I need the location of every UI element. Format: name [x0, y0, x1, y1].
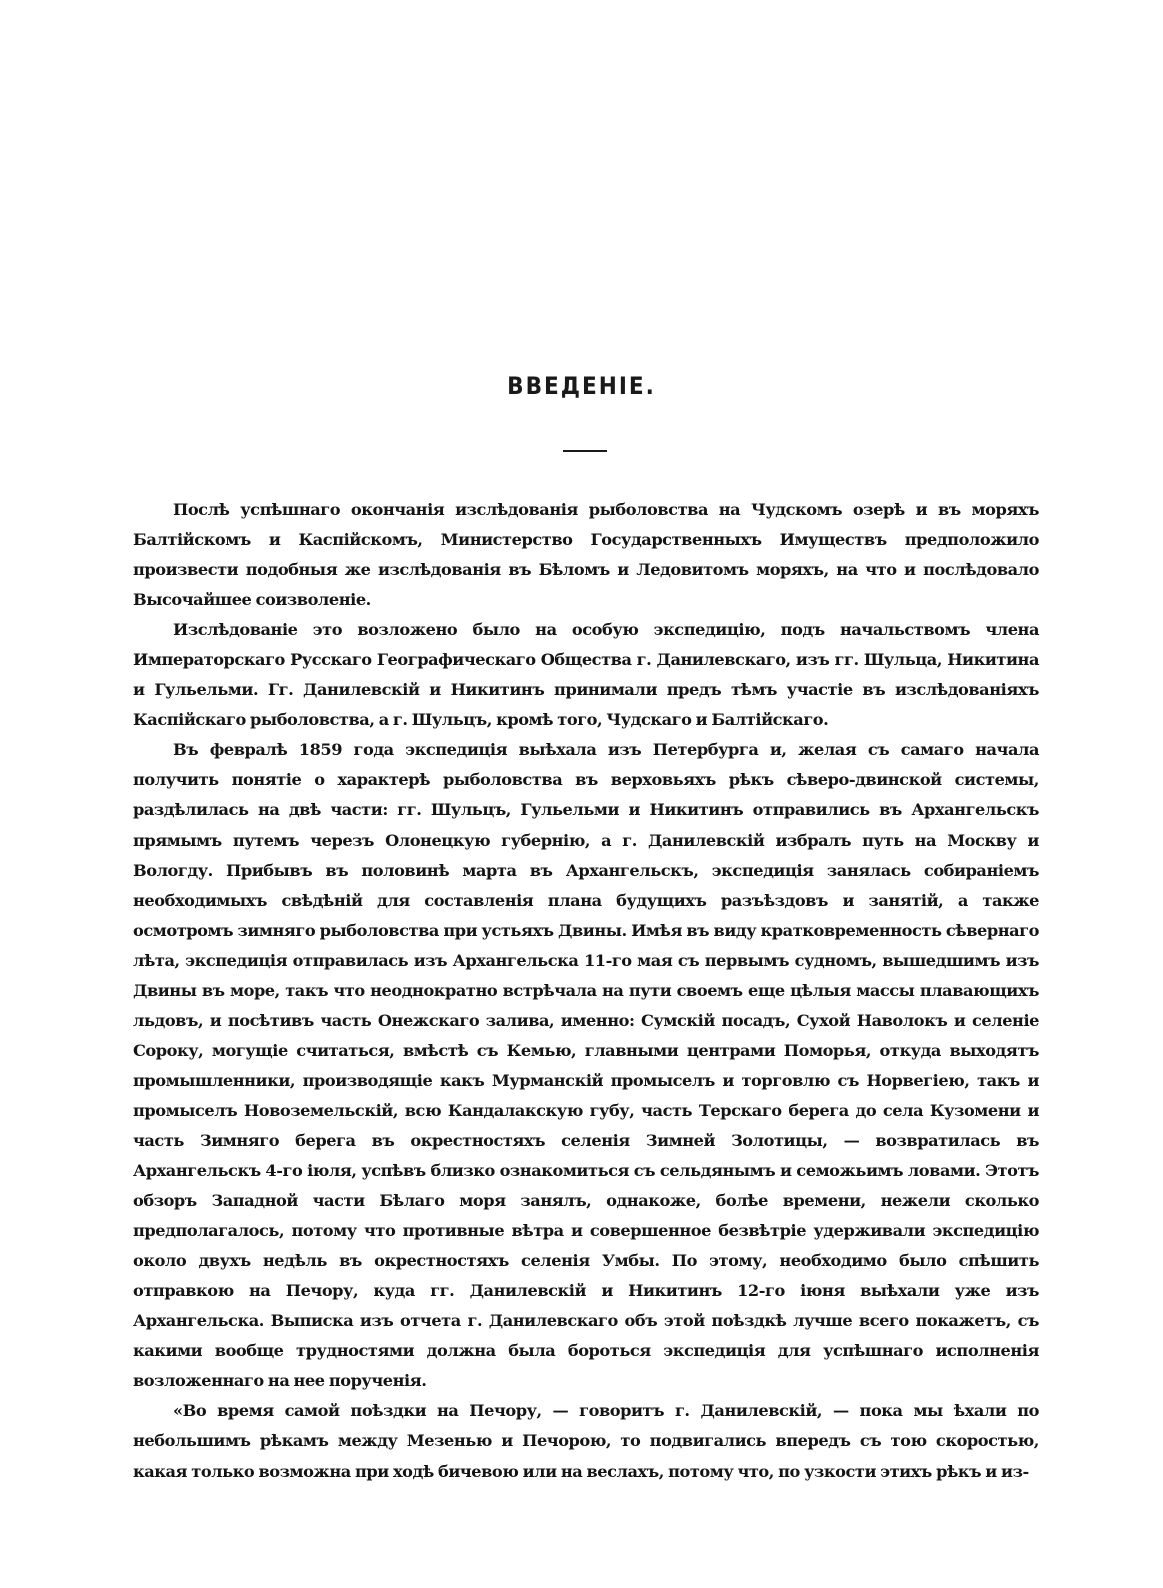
chapter-title: ВВЕДЕНІЕ. — [507, 372, 656, 400]
title-divider — [563, 450, 607, 452]
body-text — [133, 495, 1039, 1487]
paragraph: Въ февралѣ 1859 года экспедиція выѣхала изъ Петербурга и, желая съ самаго начала получить понятіе о характерѣ рыболовства въ верховьяхъ рѣкъ сѣверо-двинской системы, раздѣлилась на двѣ части: гг. Шульцъ, Гульельми и Никитинъ отправились въ Архангельскъ прямымъ путемъ черезъ Олонецкую губернію, а г. Данилевскій избралъ путь на Москву и Вологду. Прибывъ въ половинѣ марта въ Архангельскъ, экспедиція занялась собираніемъ необходимыхъ свѣдѣній для составленія плана будущихъ разъѣздовъ и занятій, а также осмотромъ зимняго рыболовства при устьяхъ Двины. Имѣя въ виду кратковременность сѣвернаго лѣта, экспедиція отправилась изъ Архангельска 11-го мая съ первымъ судномъ, вышедшимъ изъ Двины въ море, такъ что неоднократно встрѣчала на пути своемъ еще цѣлыя массы плавающихъ льдовъ, и посѣтивъ часть Онежскаго залива, именно: Сумскій посадъ, Сухой Наволокъ и селеніе Сороку, могущіе считаться, вмѣстѣ съ Кемью, главными центрами Поморья, откуда выходятъ промышленники, производящіе какъ Мурманскій промыселъ и торговлю съ Норвегіею, такъ и промыселъ Новоземельскій, всю Кандалакскую губу, часть Терскаго берега до села Кузомени и часть Зимняго берега въ окрестностяхъ селенія Зимней Золотицы, — возвратилась въ Архангельскъ 4-го іюля, успѣвъ близко ознакомиться съ сельдянымъ и семожьимъ ловами. Этотъ обзоръ Западной части Бѣлаго моря занялъ, однакоже, болѣе времени, нежели сколько предполагалось, потому что противные вѣтра и совершенное безвѣтріе удерживали экспедицію около двухъ недѣль въ окрестностяхъ селенія Умбы. По этому, необходимо было спѣшить отправкою на Печору, куда гг. Данилевскій и Никитинъ 12-го іюня выѣхали уже изъ Архангельска. Выписка изъ отчета г. Данилевскаго объ этой поѣздкѣ лучше всего покажетъ, съ какими вообще трудностями должна была бороться экспедиція для успѣшнаго исполненія возложеннаго на нее порученія. — [133, 740, 1039, 1391]
paragraph: Послѣ успѣшнаго окончанія изслѣдованія рыболовства на Чудскомъ озерѣ и въ моряхъ Балтійскомъ и Каспійскомъ, Министерство Государственныхъ Имуществъ предположило произвести подобныя же изслѣдованія въ Бѣломъ и Ледовитомъ моряхъ, на что и послѣдовало Высочайшее соизволеніе. — [133, 500, 1039, 610]
paragraph: «Во время самой поѣздки на Печору, — говоритъ г. Данилевскій, — пока мы ѣхали по небольшимъ рѣкамъ между Мезенью и Печорою, то подвигались впередъ съ тою скоростью, какая только возможна при ходѣ бичевою или на веслахъ, потому что, по узкости этихъ рѣкъ и из- — [133, 1401, 1039, 1481]
paragraph: Изслѣдованіе это возложено было на особую экспедицію, подъ начальствомъ члена Императорскаго Русскаго Географическаго Общества г. Данилевскаго, изъ гг. Шульца, Никитина и Гульельми. Гг. Данилевскій и Никитинъ принимали предъ тѣмъ участіе въ изслѣдованіяхъ Каспійскаго рыболовства, а г. Шульцъ, кромѣ того, Чудскаго и Балтійскаго. — [133, 620, 1039, 730]
